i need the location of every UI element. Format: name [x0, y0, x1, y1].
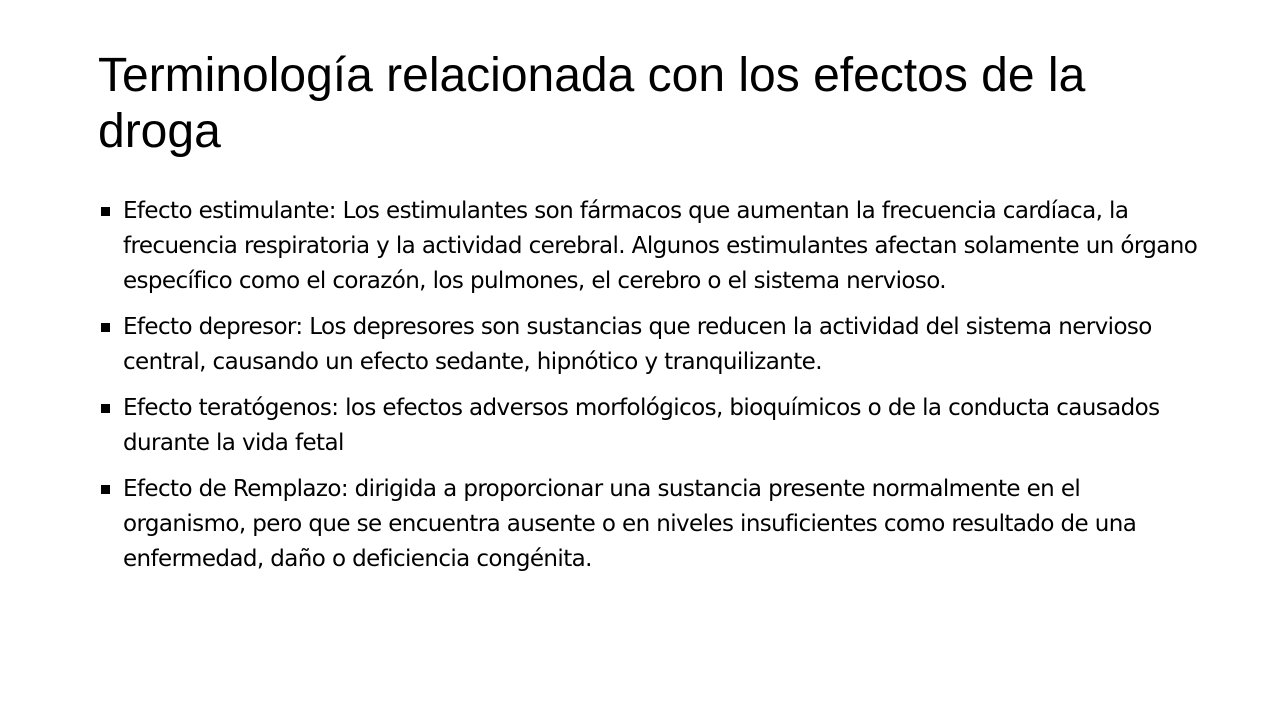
- bullet-item-depresor: [98, 310, 1198, 380]
- square-bullet-icon: [101, 485, 110, 494]
- bullet-text: Efecto estimulante: Los estimulantes son fármacos que aumentan la frecuencia cardíaca, la frecuencia respiratoria y la actividad cerebral. Algunos estimulantes afectan solamente un órgano específico como el corazón, los pulmones, el cerebro o el sistema nervioso.: [123, 198, 1198, 294]
- slide-title: Terminología relacionada con los efectos de la droga: [98, 49, 1086, 158]
- bullet-item-teratogenos: [98, 391, 1198, 461]
- bullet-text: Efecto teratógenos: los efectos adversos morfológicos, bioquímicos o de la conducta causados durante la vida fetal: [123, 395, 1160, 456]
- bullet-item-remplazo: [98, 472, 1198, 577]
- square-bullet-icon: [101, 207, 110, 216]
- square-bullet-icon: [101, 323, 110, 332]
- bullet-text: Efecto de Remplazo: dirigida a proporcionar una sustancia presente normalmente en el organismo, pero que se encuentra ausente o en niveles insuficientes como resultado de una enfermedad, daño o deficiencia congénita.: [123, 476, 1137, 572]
- bullet-text: Efecto depresor: Los depresores son sustancias que reducen la actividad del sistema nervioso central, causando un efecto sedante, hipnótico y tranquilizante.: [123, 314, 1152, 375]
- bullet-list: [98, 194, 1198, 588]
- square-bullet-icon: [101, 404, 110, 413]
- bullet-item-estimulante: [98, 194, 1198, 299]
